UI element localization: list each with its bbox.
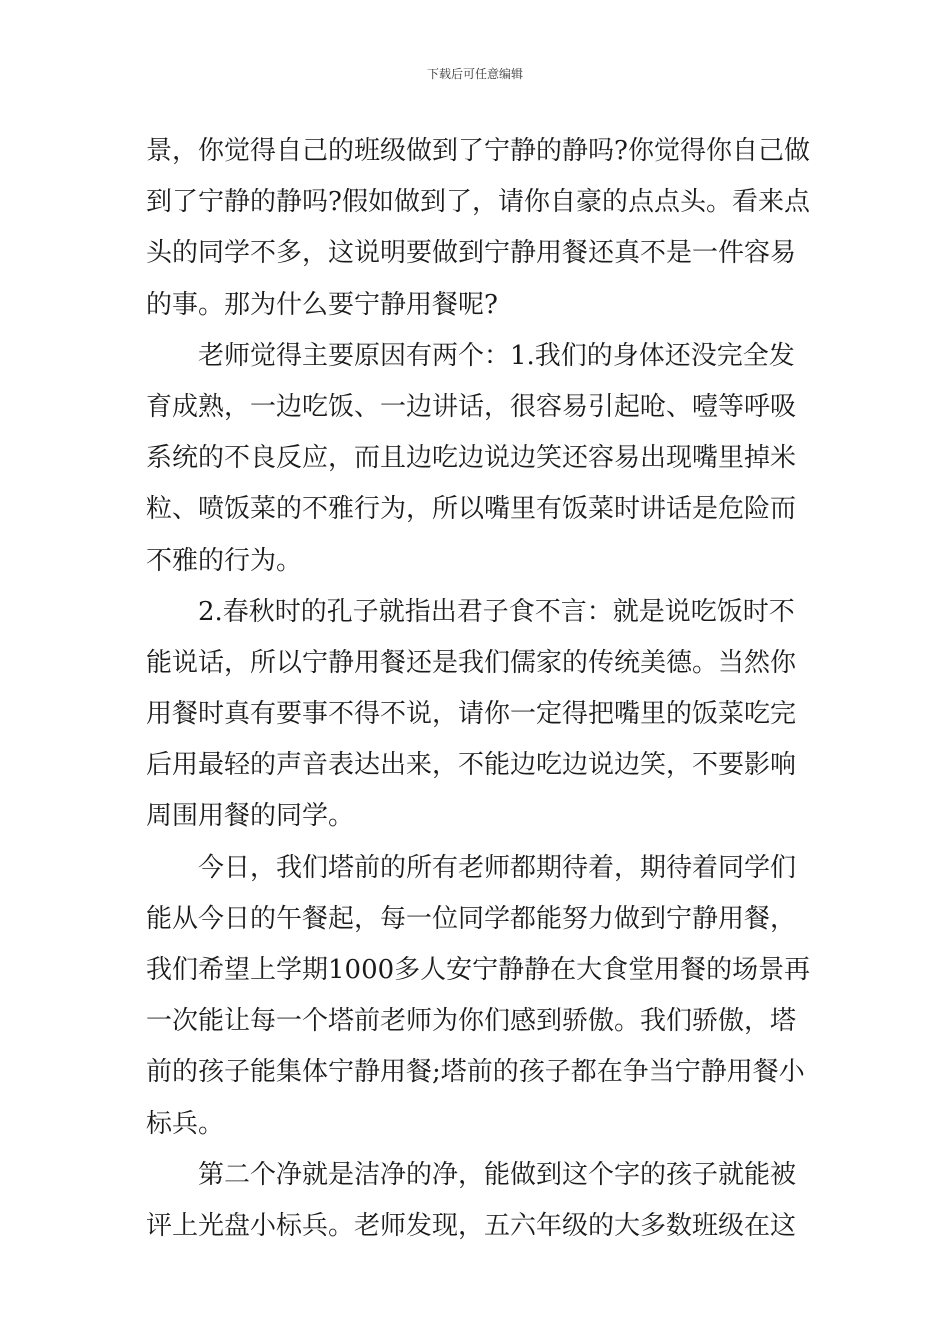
document-body: [146, 126, 811, 1252]
text-line: 评上光盘小标兵。老师发现，五六年级的大多数班级在这: [146, 1210, 797, 1241]
text-line: 标兵。: [146, 1108, 225, 1139]
paragraph-first-line: 老师觉得主要原因有两个：1.我们的身体还没完全发: [198, 340, 795, 371]
text-line: 用餐时真有要事不得不说，请你一定得把嘴里的饭菜吃完: [146, 699, 797, 730]
text-line: 后用最轻的声音表达出来，不能边吃边说边笑，不要影响: [146, 750, 797, 781]
paragraph-first-line: 第二个净就是洁净的净，能做到这个字的孩子就能被: [198, 1159, 797, 1190]
text-line: 景，你觉得自己的班级做到了宁静的静吗?你觉得你自己做: [146, 136, 810, 166]
paragraph-first-line: 2.春秋时的孔子就指出君子食不言：就是说吃饭时不: [198, 596, 795, 627]
text-line: 育成熟，一边吃饭、一边讲话，很容易引起呛、噎等呼吸: [146, 391, 797, 422]
text-line: 能说话，所以宁静用餐还是我们儒家的传统美德。当然你: [146, 647, 797, 678]
text-line: 不雅的行为。: [146, 545, 303, 576]
text-line: 前的孩子能集体宁静用餐;塔前的孩子都在争当宁静用餐小: [146, 1057, 805, 1088]
text-line: 一次能让每一个塔前老师为你们感到骄傲。我们骄傲，塔: [146, 1006, 797, 1037]
text-line: 到了宁静的静吗?假如做到了，请你自豪的点点头。看来点: [146, 187, 810, 218]
text-line: 的事。那为什么要宁静用餐呢?: [146, 289, 498, 320]
paragraph-first-line: 今日，我们塔前的所有老师都期待着，期待着同学们: [198, 852, 797, 883]
text-line: 能从今日的午餐起，每一位同学都能努力做到宁静用餐，: [146, 903, 797, 934]
text-line: 系统的不良反应，而且边吃边说边笑还容易出现嘴里掉米: [146, 443, 797, 474]
text-line: 粒、喷饭菜的不雅行为，所以嘴里有饭菜时讲话是危险而: [146, 494, 797, 525]
text-line: 周围用餐的同学。: [146, 801, 355, 832]
page-header: 下载后可任意编辑: [426, 67, 523, 81]
text-line: 头的同学不多，这说明要做到宁静用餐还真不是一件容易: [146, 238, 797, 269]
text-line: 我们希望上学期1000多人安宁静静在大食堂用餐的场景再: [146, 955, 811, 985]
